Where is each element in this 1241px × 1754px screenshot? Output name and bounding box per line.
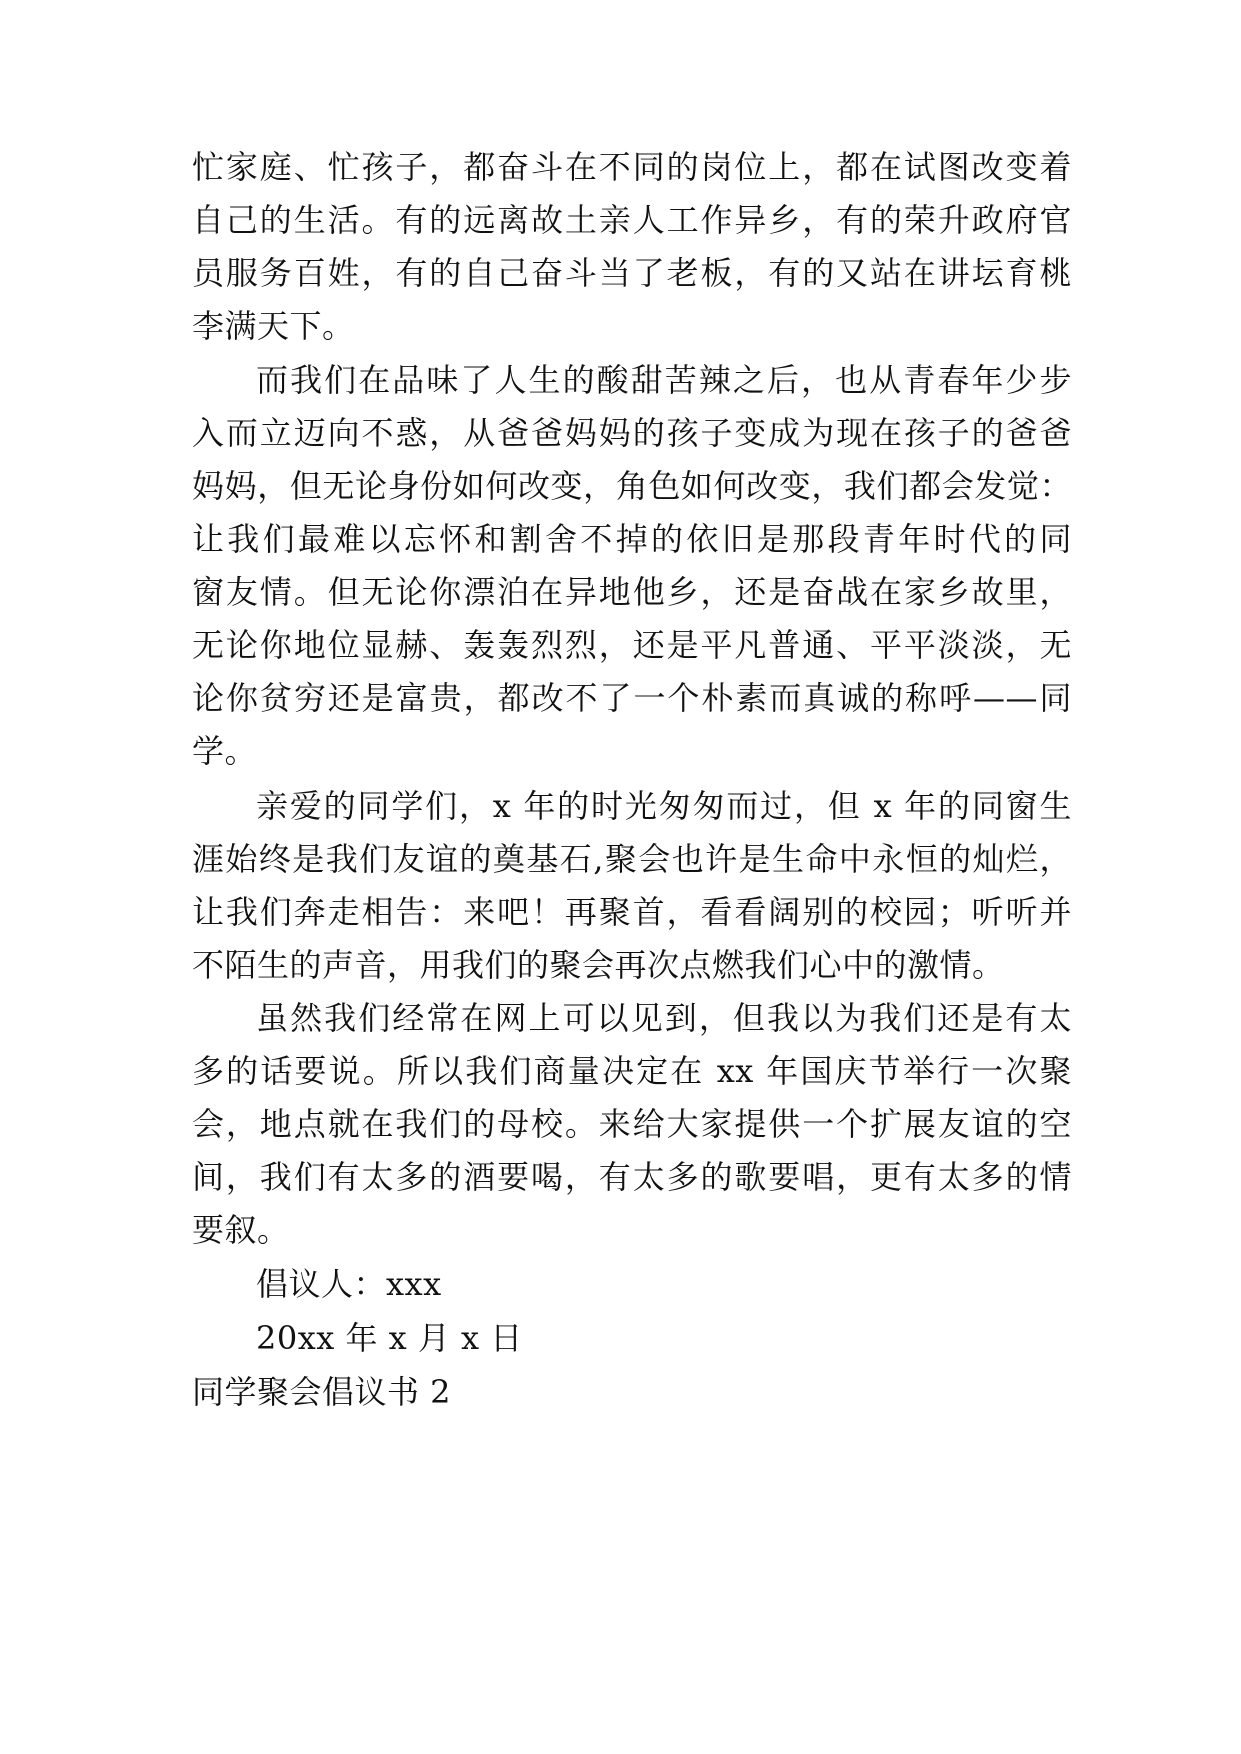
paragraph-2-line-2: 入而立迈向不惑，从爸爸妈妈的孩子变成为现在孩子的爸爸 [192, 414, 1072, 452]
paragraph-3-line-2: 涯始终是我们友谊的奠基石,聚会也许是生命中永恒的灿烂， [192, 840, 1072, 878]
paragraph-3-line-3: 让我们奔走相告：来吧！再聚首，看看阔别的校园；听听并 [192, 893, 1072, 931]
next-document-title: 同学聚会倡议书 2 [192, 1373, 452, 1411]
paragraph-2-line-5: 窗友情。但无论你漂泊在异地他乡，还是奋战在家乡故里， [192, 573, 1072, 611]
paragraph-4-line-2: 多的话要说。所以我们商量决定在 xx 年国庆节举行一次聚 [192, 1052, 1072, 1090]
date-line: 20xx 年 x 月 x 日 [256, 1319, 523, 1357]
paragraph-4-line-3: 会，地点就在我们的母校。来给大家提供一个扩展友谊的空 [192, 1105, 1072, 1143]
paragraph-2-line-4: 让我们最难以忘怀和割舍不掉的依旧是那段青年时代的同 [192, 520, 1072, 558]
signature-line: 倡议人：xxx [256, 1265, 442, 1303]
paragraph-3-line-1: 亲爱的同学们，x 年的时光匆匆而过，但 x 年的同窗生 [256, 787, 1072, 825]
paragraph-4-line-1: 虽然我们经常在网上可以见到，但我以为我们还是有太 [256, 999, 1072, 1037]
paragraph-2-line-8: 学。 [192, 732, 258, 770]
paragraph-1-line-2: 自己的生活。有的远离故土亲人工作异乡，有的荣升政府官 [192, 201, 1072, 239]
paragraph-3-line-4: 不陌生的声音，用我们的聚会再次点燃我们心中的激情。 [192, 946, 1005, 984]
paragraph-4-line-5: 要叙。 [192, 1211, 290, 1249]
paragraph-2-line-1: 而我们在品味了人生的酸甜苦辣之后，也从青春年少步 [256, 361, 1072, 399]
paragraph-4-line-4: 间，我们有太多的酒要喝，有太多的歌要唱，更有太多的情 [192, 1158, 1072, 1196]
paragraph-1-line-4: 李满天下。 [192, 307, 355, 345]
paragraph-2-line-6: 无论你地位显赫、轰轰烈烈，还是平凡普通、平平淡淡，无 [192, 626, 1072, 664]
paragraph-1-line-1: 忙家庭、忙孩子，都奋斗在不同的岗位上，都在试图改变着 [192, 148, 1072, 186]
paragraph-1-line-3: 员服务百姓，有的自己奋斗当了老板，有的又站在讲坛育桃 [192, 254, 1072, 292]
paragraph-2-line-7: 论你贫穷还是富贵，都改不了一个朴素而真诚的称呼——同 [192, 679, 1072, 717]
paragraph-2-line-3: 妈妈，但无论身份如何改变，角色如何改变，我们都会发觉： [192, 467, 1072, 505]
